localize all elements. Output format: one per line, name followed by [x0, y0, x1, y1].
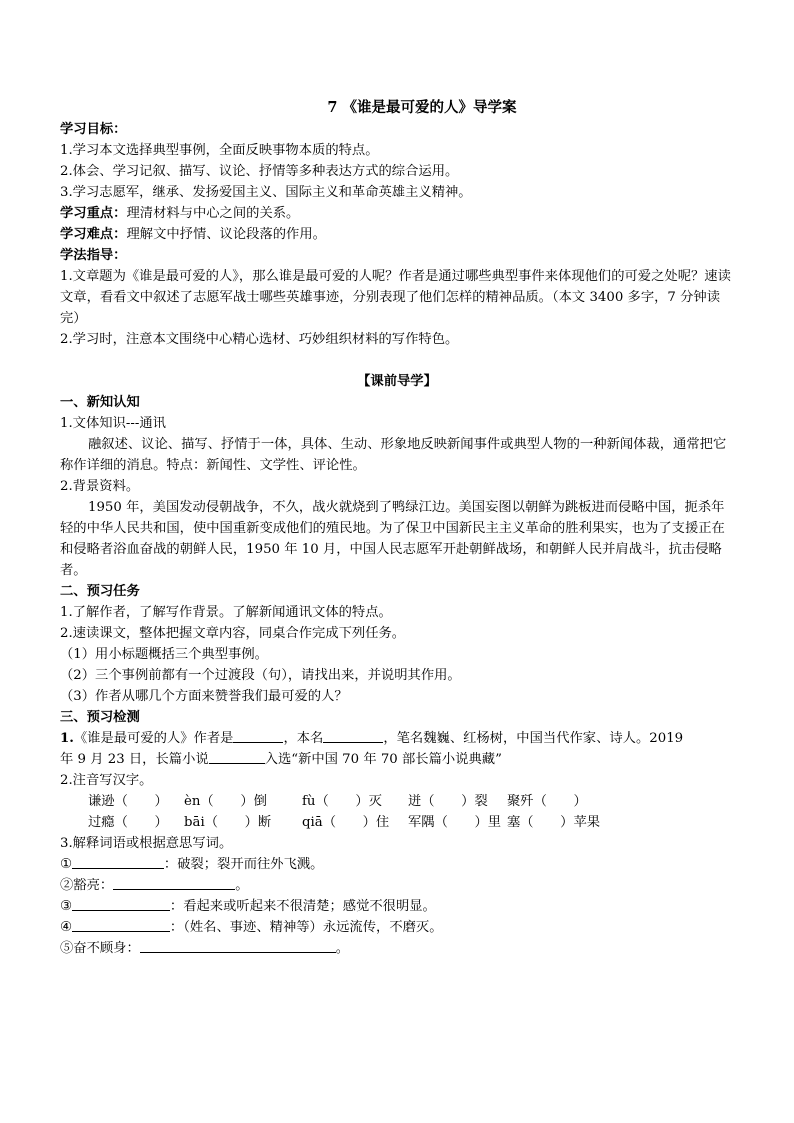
goals-heading: 学习目标： — [60, 122, 127, 137]
pinyin-item: qiā（ ）住 — [302, 815, 390, 830]
vocab-text: ：破裂；裂开而往外飞溅。 — [163, 857, 324, 872]
part1-sub2: 2.背景资料。 — [60, 479, 140, 494]
goal-item: 2.体会、学习记叙、描写、议论、抒情等多种表达方式的综合运用。 — [60, 164, 459, 179]
difficulty-line — [60, 224, 734, 245]
q1-text: 《谁是最可爱的人》作者是 — [73, 731, 234, 746]
focus-line — [60, 203, 734, 224]
difficulty-label: 学习难点： — [60, 227, 127, 242]
pinyin-item: 塞（ ）苹果 — [507, 815, 601, 830]
section-title: 【课前导学】 — [357, 374, 437, 389]
part3-heading: 三、预习检测 — [60, 710, 140, 725]
pinyin-item: fù（ ）灭 — [302, 794, 382, 809]
vocab-label: ②豁亮： — [60, 878, 114, 893]
vocab-item — [60, 854, 734, 875]
author-blank[interactable] — [233, 728, 283, 743]
goal-item: 3.学习志愿军，继承、发扬爱国主义、国际主义和革命英雄主义精神。 — [60, 185, 472, 200]
pinyin-row — [60, 812, 734, 833]
novel-blank[interactable] — [209, 749, 265, 764]
vocab-blank[interactable] — [72, 896, 170, 911]
task-item: 2.速读课文，整体把握文章内容，同桌合作完成下列任务。 — [60, 626, 406, 641]
vocab-item — [60, 917, 734, 938]
vocab-mark: ④ — [60, 920, 72, 935]
part1-sub1-text: 融叙述、议论、描写、抒情于一体，具体、生动、形象地反映新闻事件或典型人物的一种新闻体裁，通常把它称作详细的消息。特点：新闻性、文学性、评论性。 — [60, 437, 727, 473]
pinyin-item: bāi（ ）断 — [184, 815, 272, 830]
vocab-text: 。 — [335, 941, 350, 956]
vocab-blank[interactable] — [113, 875, 235, 890]
real-name-blank[interactable] — [323, 728, 383, 743]
task-item: （1）用小标题概括三个典型事例。 — [60, 647, 268, 662]
task-item: （2）三个事例前都有一个过渡段（句），请找出来，并说明其作用。 — [60, 668, 461, 683]
vocab-text: 。 — [235, 878, 249, 893]
method-heading: 学法指导： — [60, 248, 127, 263]
page-title: 7 《谁是最可爱的人》导学案 — [327, 99, 517, 116]
part1-sub2-text: 1950 年，美国发动侵朝战争，不久，战火就烧到了鸭绿江边。美国妄图以朝鲜为跳板进而侵略中国，扼杀年轻的中华人民共和国，使中国重新变成他们的殖民地。为了保卫中国新民主主义革命的胜利果实，也为了支援正在和侵略者浴血奋战的朝鲜人民，1950 年 10 月，中国人民志愿军开赴朝鲜战场，和朝鲜人民并肩战斗，抗击侵略者。 — [60, 500, 725, 578]
focus-label: 学习重点： — [60, 206, 127, 221]
difficulty-text: 理解文中抒情、议论段落的作用。 — [126, 227, 326, 242]
pinyin-item: èn（ ）倒 — [184, 794, 267, 809]
part1-sub1: 1.文体知识---通讯 — [60, 416, 166, 431]
q1-number: 1. — [60, 731, 74, 746]
pinyin-item: 军隅（ ）里 — [408, 815, 502, 830]
question-1-line2 — [60, 749, 734, 770]
method-item: 1.文章题为《谁是最可爱的人》，那么谁是最可爱的人呢？作者是通过哪些典型事件来体现他们的可爱之处呢？速读文章，看看文中叙述了志愿军战士哪些英雄事迹，分别表现了他们怎样的精神品质。（本文 3400 多字，7 分钟读完） — [60, 269, 731, 326]
q1-text: 入选“新中国 70 年 70 部长篇小说典藏” — [264, 752, 502, 767]
q1-text: 年 9 月 23 日，长篇小说 — [60, 752, 209, 767]
vocab-mark: ③ — [60, 899, 72, 914]
task-item: （3）作者从哪几个方面来赞誉我们最可爱的人？ — [60, 689, 348, 704]
method-item: 2.学习时，注意本文围绕中心精心选材、巧妙组织材料的写作特色。 — [60, 332, 459, 347]
vocab-item — [60, 875, 734, 896]
question-3: 3.解释词语或根据意思写词。 — [60, 836, 233, 851]
vocab-item — [60, 896, 734, 917]
pinyin-item: 谦逊（ ） — [88, 794, 168, 809]
q1-text: ，笔名魏巍、红杨树，中国当代作家、诗人。2019 — [383, 731, 684, 746]
focus-text: 理清材料与中心之间的关系。 — [126, 206, 300, 221]
vocab-text: ：看起来或听起来不很清楚；感觉不很明显。 — [169, 899, 436, 914]
pinyin-item: 聚歼（ ） — [507, 794, 587, 809]
q1-text: ，本名 — [283, 731, 324, 746]
vocab-blank[interactable] — [72, 917, 170, 932]
question-1-line1 — [60, 728, 734, 749]
vocab-text: ：（姓名、事迹、精神等）永远流传，不磨灭。 — [169, 920, 443, 935]
question-2: 2.注音写汉字。 — [60, 773, 153, 788]
pinyin-item: 迸（ ）裂 — [408, 794, 488, 809]
goal-item: 1.学习本文选择典型事例，全面反映事物本质的特点。 — [60, 143, 379, 158]
pinyin-row — [60, 791, 734, 812]
vocab-item — [60, 938, 734, 959]
vocab-label: ⑤奋不顾身： — [60, 941, 140, 956]
vocab-blank[interactable] — [140, 938, 336, 953]
vocab-mark: ① — [60, 857, 72, 872]
part1-heading: 一、新知认知 — [60, 395, 140, 410]
part2-heading: 二、预习任务 — [60, 584, 140, 599]
pinyin-item: 过瘾（ ） — [88, 815, 168, 830]
vocab-blank[interactable] — [72, 854, 164, 869]
task-item: 1.了解作者，了解写作背景。了解新闻通讯文体的特点。 — [60, 605, 392, 620]
